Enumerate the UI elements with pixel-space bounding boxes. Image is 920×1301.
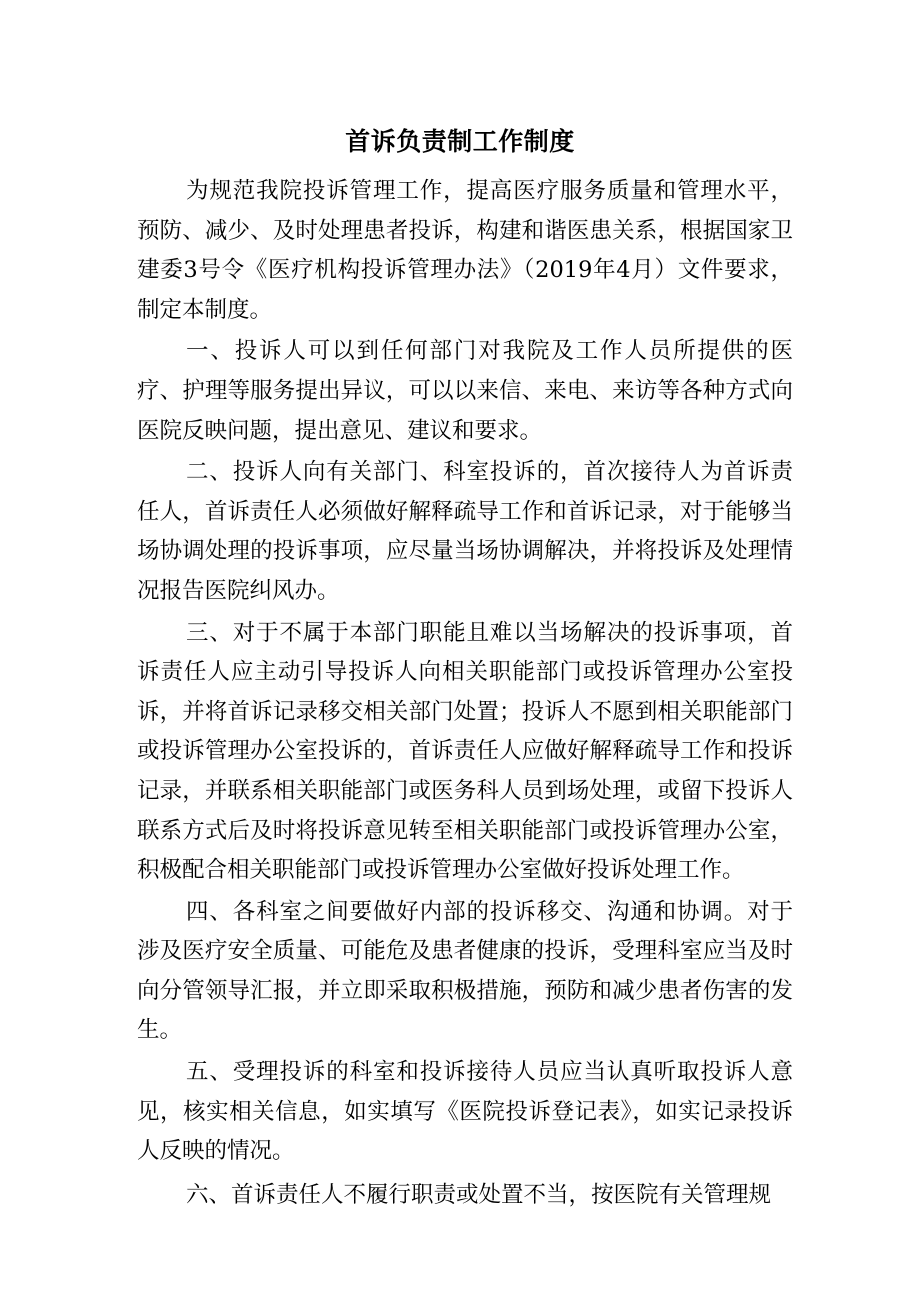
page-title: 首诉负责制工作制度 [345,127,575,156]
document-body [137,172,793,1215]
paragraph-clause-3: 三、对于不属于本部门职能且难以当场解决的投诉事项，首诉责任人应主动引导投诉人向相关职能部门或投诉管理办公室投诉，并将首诉记录移交相关部门处置；投诉人不愿到相关职能部门或投诉管理办公室投诉的，首诉责任人应做好解释疏导工作和投诉记录，并联系相关职能部门或医务科人员到场处理，或留下投诉人联系方式后及时将投诉意见转至相关职能部门或投诉管理办公室，积极配合相关职能部门或投诉管理办公室做好投诉处理工作。 [137,619,793,884]
paragraph-clause-2: 二、投诉人向有关部门、科室投诉的，首次接待人为首诉责任人，首诉责任人必须做好解释疏导工作和首诉记录，对于能够当场协调处理的投诉事项，应尽量当场协调解决，并将投诉及处理情况报告医院纠风办。 [137,459,793,604]
paragraph-clause-5: 五、受理投诉的科室和投诉接待人员应当认真听取投诉人意见，核实相关信息，如实填写《医院投诉登记表》，如实记录投诉人反映的情况。 [137,1059,793,1165]
paragraph-clause-4: 四、各科室之间要做好内部的投诉移交、沟通和协调。对于涉及医疗安全质量、可能危及患者健康的投诉，受理科室应当及时向分管领导汇报，并立即采取积极措施，预防和减少患者伤害的发生。 [137,898,793,1044]
paragraph-clause-6: 六、首诉责任人不履行职责或处置不当，按医院有关管理规 [186,1181,772,1208]
paragraph-clause-1: 一、投诉人可以到任何部门对我院及工作人员所提供的医疗、护理等服务提出异议，可以以来信、来电、来访等各种方式向医院反映问题，提出意见、建议和要求。 [137,338,793,444]
paragraph-intro: 为规范我院投诉管理工作，提高医疗服务质量和管理水平，预防、减少、及时处理患者投诉，构建和谐医患关系，根据国家卫建委3号令《医疗机构投诉管理办法》（2019年4月）文件要求，制定本制度。 [137,178,793,323]
